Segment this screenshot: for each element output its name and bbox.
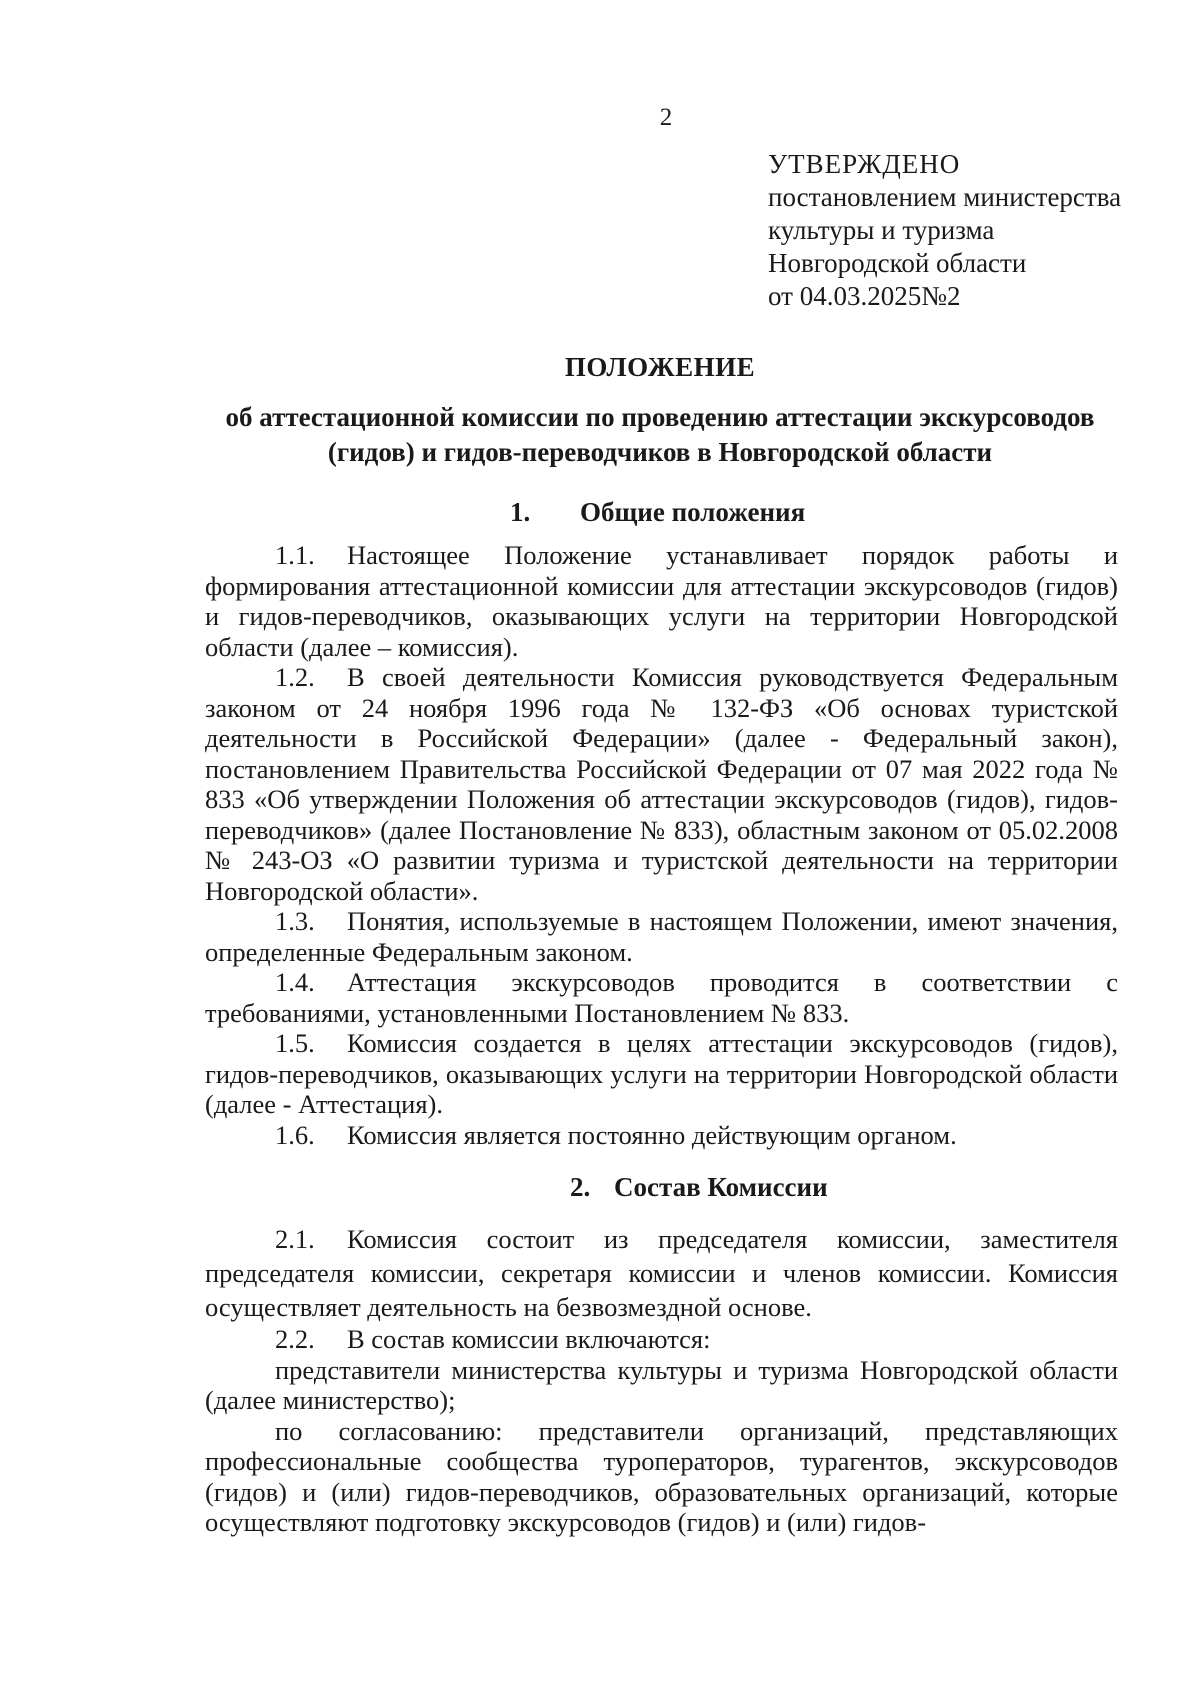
- section-title: Состав Комиссии: [614, 1172, 828, 1202]
- paragraph-text: Комиссия создается в целях аттестации экскурсоводов (гидов), гидов-переводчиков, оказывающих услуги на территории Новгородской области (далее - Аттестация).: [205, 1028, 1118, 1119]
- approval-line: постановлением министерства: [768, 182, 1122, 212]
- paragraph-number: 1.5.: [275, 1028, 315, 1058]
- paragraph-text: Настоящее Положение устанавливает порядок работы и формирования аттестационной комиссии для аттестации экскурсоводов (гидов) и гидов-переводчиков, оказывающих услуги на территории Новгородской области (далее – комиссия).: [205, 540, 1118, 662]
- paragraph-1-4: [205, 967, 1118, 1028]
- paragraph-1-5: [205, 1028, 1118, 1120]
- approval-line: Новгородской области: [768, 248, 1027, 278]
- paragraph-2-2: [205, 1324, 1118, 1355]
- page-number: 2: [659, 104, 673, 131]
- section-heading-1: [510, 497, 805, 528]
- approval-date: от 04.03.2025№2: [768, 281, 961, 311]
- section-2-body: [205, 1222, 1118, 1538]
- paragraph-1-1: [205, 540, 1118, 662]
- paragraph-text: Комиссия состоит из председателя комиссии, заместителя председателя комиссии, секретаря комиссии и членов комиссии. Комиссия осуществляет деятельность на безвозмездной основе.: [205, 1224, 1118, 1322]
- section-title: Общие положения: [580, 497, 806, 527]
- paragraph-2-1: [205, 1222, 1118, 1324]
- paragraph-text: Понятия, используемые в настоящем Положении, имеют значения, определенные Федеральным законом.: [205, 906, 1118, 967]
- paragraph-number: 1.6.: [275, 1119, 315, 1150]
- list-item: по согласованию: представители организаций, представляющих профессиональные сообщества туроператоров, турагентов, экскурсоводов (гидов) и (или) гидов-переводчиков, образовательных организаций, которые осуществляют подготовку экскурсоводов (гидов) и (или) гидов-: [205, 1415, 1118, 1537]
- section-number: 1.: [510, 497, 531, 527]
- paragraph-number: 2.1.: [275, 1224, 315, 1254]
- approval-stamp: УТВЕРЖДЕНО: [768, 149, 961, 179]
- paragraph-number: 2.2.: [275, 1324, 315, 1354]
- document-subtitle: об аттестационной комиссии по проведению аттестации экскурсоводов (гидов) и гидов-переводчиков в Новгородской области: [225, 402, 1095, 467]
- paragraph-text: В состав комиссии включаются:: [347, 1324, 711, 1354]
- list-item: представители министерства культуры и туризма Новгородской области (далее министерство);: [205, 1354, 1118, 1415]
- approval-line: культуры и туризма: [768, 215, 995, 245]
- paragraph-text: Аттестация экскурсоводов проводится в соответствии с требованиями, установленными Постановлением № 833.: [205, 967, 1118, 1028]
- paragraph-number: 1.4.: [275, 967, 315, 997]
- section-number: 2.: [570, 1172, 591, 1202]
- paragraph-1-6: [205, 1120, 1118, 1151]
- paragraph-number: 1.1.: [275, 540, 315, 570]
- paragraph-1-3: [205, 906, 1118, 967]
- paragraph-1-2: [205, 662, 1118, 906]
- paragraph-text: В своей деятельности Комиссия руководствуется Федеральным законом от 24 ноября 1996 года № 132-ФЗ «Об основах туристской деятельности в Российской Федерации» (далее - Федеральный закон), постановлением Правительства Российской Федерации от 07 мая 2022 года № 833 «Об утверждении Положения об аттестации экскурсоводов (гидов), гидов-переводчиков» (далее Постановление № 833), областным законом от 05.02.2008 № 243-ОЗ «О развитии туризма и туристской деятельности на территории Новгородской области».: [205, 662, 1118, 906]
- section-heading-2: [570, 1172, 828, 1203]
- approval-block: [768, 148, 1121, 313]
- paragraph-text: Комиссия является постоянно действующим органом.: [347, 1119, 957, 1150]
- paragraph-number: 1.2.: [275, 662, 315, 692]
- section-1-body: [205, 540, 1118, 1150]
- paragraph-number: 1.3.: [275, 906, 315, 936]
- document-title: ПОЛОЖЕНИЕ: [564, 352, 756, 382]
